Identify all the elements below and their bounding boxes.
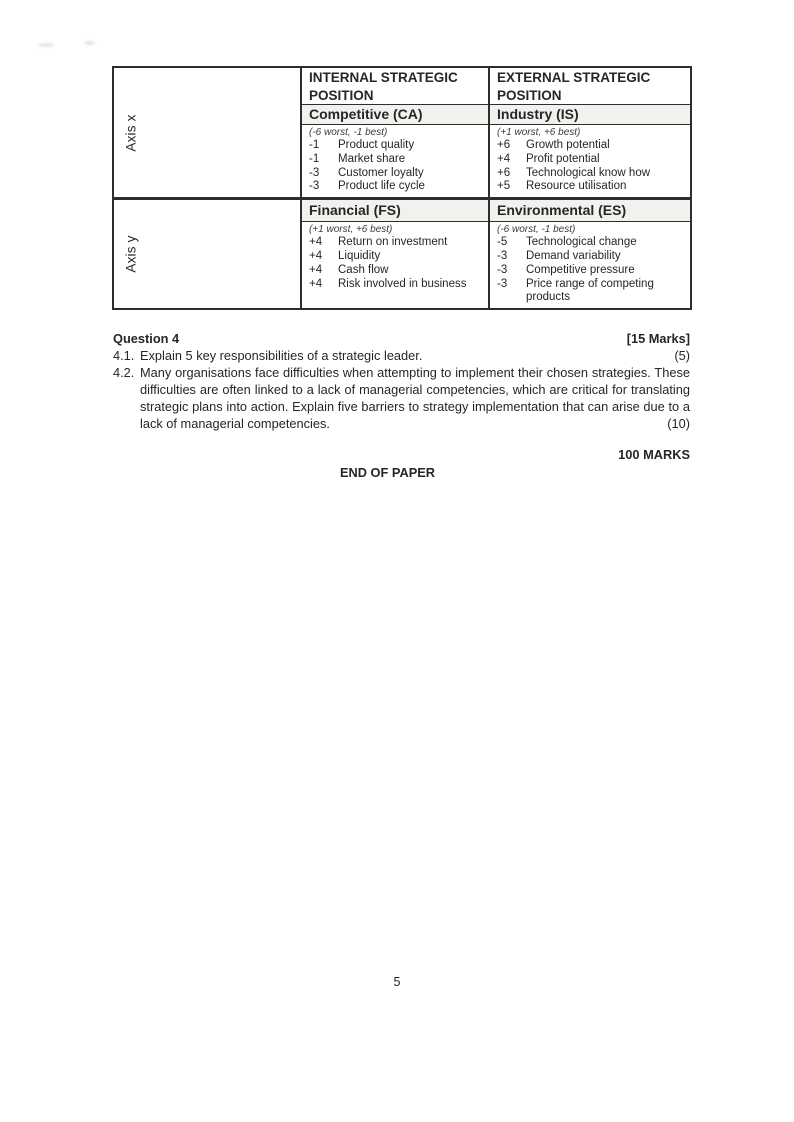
rating-value: +4 [309, 249, 323, 262]
environmental-scale-note: (-6 worst, -1 best) [497, 224, 576, 236]
rating-value: +4 [309, 236, 323, 249]
rating-label: Return on investment [338, 236, 448, 249]
rating-item [309, 236, 484, 250]
competitive-subheader: Competitive (CA) [302, 105, 490, 125]
rating-value: -5 [497, 236, 508, 249]
rating-label: Technological change [526, 236, 637, 249]
rating-label: Resource utilisation [526, 180, 627, 193]
rating-label: Technological know how [526, 166, 651, 179]
rating-label: Market share [338, 152, 406, 165]
environmental-rating-list [490, 222, 690, 308]
rating-item [309, 139, 484, 153]
rating-item [497, 264, 686, 278]
axis-x-row-group [114, 68, 690, 200]
financial-scale-note: (+1 worst, +6 best) [309, 224, 393, 236]
industry-scale-note: (+1 worst, +6 best) [497, 127, 581, 138]
financial-subheader: Financial (FS) [302, 200, 490, 222]
rating-item [497, 180, 686, 194]
paper-total-marks: 100 MARKS [618, 447, 690, 462]
rating-label: Competitive pressure [526, 263, 635, 276]
scan-smudge [84, 41, 95, 45]
internal-position-header: INTERNAL STRATEGIC POSITION [302, 68, 490, 105]
question-header [113, 330, 690, 347]
rating-value: +4 [497, 152, 511, 165]
rating-value: +4 [309, 263, 323, 276]
competitive-rating-list [302, 125, 490, 197]
rating-value: -3 [497, 277, 508, 290]
axis-y-row-group [114, 200, 690, 308]
environmental-subheader: Environmental (ES) [490, 200, 690, 222]
question-item-4-2 [113, 364, 690, 432]
rating-label: Price range of competing products [526, 277, 654, 304]
rating-value: -3 [497, 249, 508, 262]
page-number: 5 [393, 975, 401, 989]
axis-y-cell [114, 200, 302, 308]
rating-item [309, 167, 484, 181]
rating-label: Product quality [338, 139, 415, 151]
question-marks: (10) [667, 416, 690, 431]
rating-value: -3 [309, 180, 320, 193]
rating-item [497, 153, 686, 167]
rating-item [309, 180, 484, 194]
rating-item [309, 264, 484, 278]
rating-label: Liquidity [338, 249, 381, 262]
rating-value: +6 [497, 166, 511, 179]
rating-value: +5 [497, 180, 511, 193]
industry-subheader: Industry (IS) [490, 105, 690, 125]
rating-label: Profit potential [526, 152, 600, 165]
rating-label: Cash flow [338, 263, 389, 276]
question-text: Explain 5 key responsibilities of a strategic leader. [140, 348, 423, 363]
rating-label: Customer loyalty [338, 166, 424, 179]
external-position-header: EXTERNAL STRATEGIC POSITION [490, 68, 690, 105]
competitive-scale-note: (-6 worst, -1 best) [309, 127, 388, 138]
question-number: 4.1. [113, 348, 135, 363]
end-of-paper-label: END OF PAPER [339, 465, 436, 480]
rating-item [497, 250, 686, 264]
question-section [113, 330, 690, 481]
rating-label: Growth potential [526, 139, 610, 151]
rating-item [309, 153, 484, 167]
rating-value: -3 [497, 263, 508, 276]
rating-value: -1 [309, 152, 320, 165]
rating-item [309, 250, 484, 264]
industry-rating-list [490, 125, 690, 197]
question-total-marks: [15 Marks] [626, 331, 690, 346]
rating-value: +6 [497, 139, 511, 151]
rating-label: Demand variability [526, 249, 621, 262]
question-title: Question 4 [113, 331, 180, 346]
rating-value: -3 [309, 166, 320, 179]
scan-smudge [38, 43, 54, 47]
axis-x-cell [114, 68, 302, 197]
rating-value: +4 [309, 277, 323, 290]
financial-rating-list [302, 222, 490, 308]
question-text: Many organisations face difficulties when attempting to implement their chosen strategies. These difficulties are often linked to a lack of managerial competencies, which are critical for translating strategic plans into action. Explain five barriers to strategy implementation that can arise due to a lack of managerial competencies. [140, 365, 690, 431]
rating-label: Product life cycle [338, 180, 425, 193]
question-number: 4.2. [113, 365, 135, 380]
rating-value: -1 [309, 139, 320, 151]
axis-x-label: Axis x [123, 113, 139, 152]
question-marks: (5) [674, 348, 690, 363]
question-item-4-1 [113, 347, 690, 364]
space-matrix-table [112, 66, 692, 310]
rating-label: Risk involved in business [338, 277, 467, 290]
rating-item [497, 278, 686, 306]
axis-y-label: Axis y [123, 235, 139, 273]
rating-item [497, 139, 686, 153]
rating-item [309, 278, 484, 292]
rating-item [497, 236, 686, 250]
rating-item [497, 167, 686, 181]
